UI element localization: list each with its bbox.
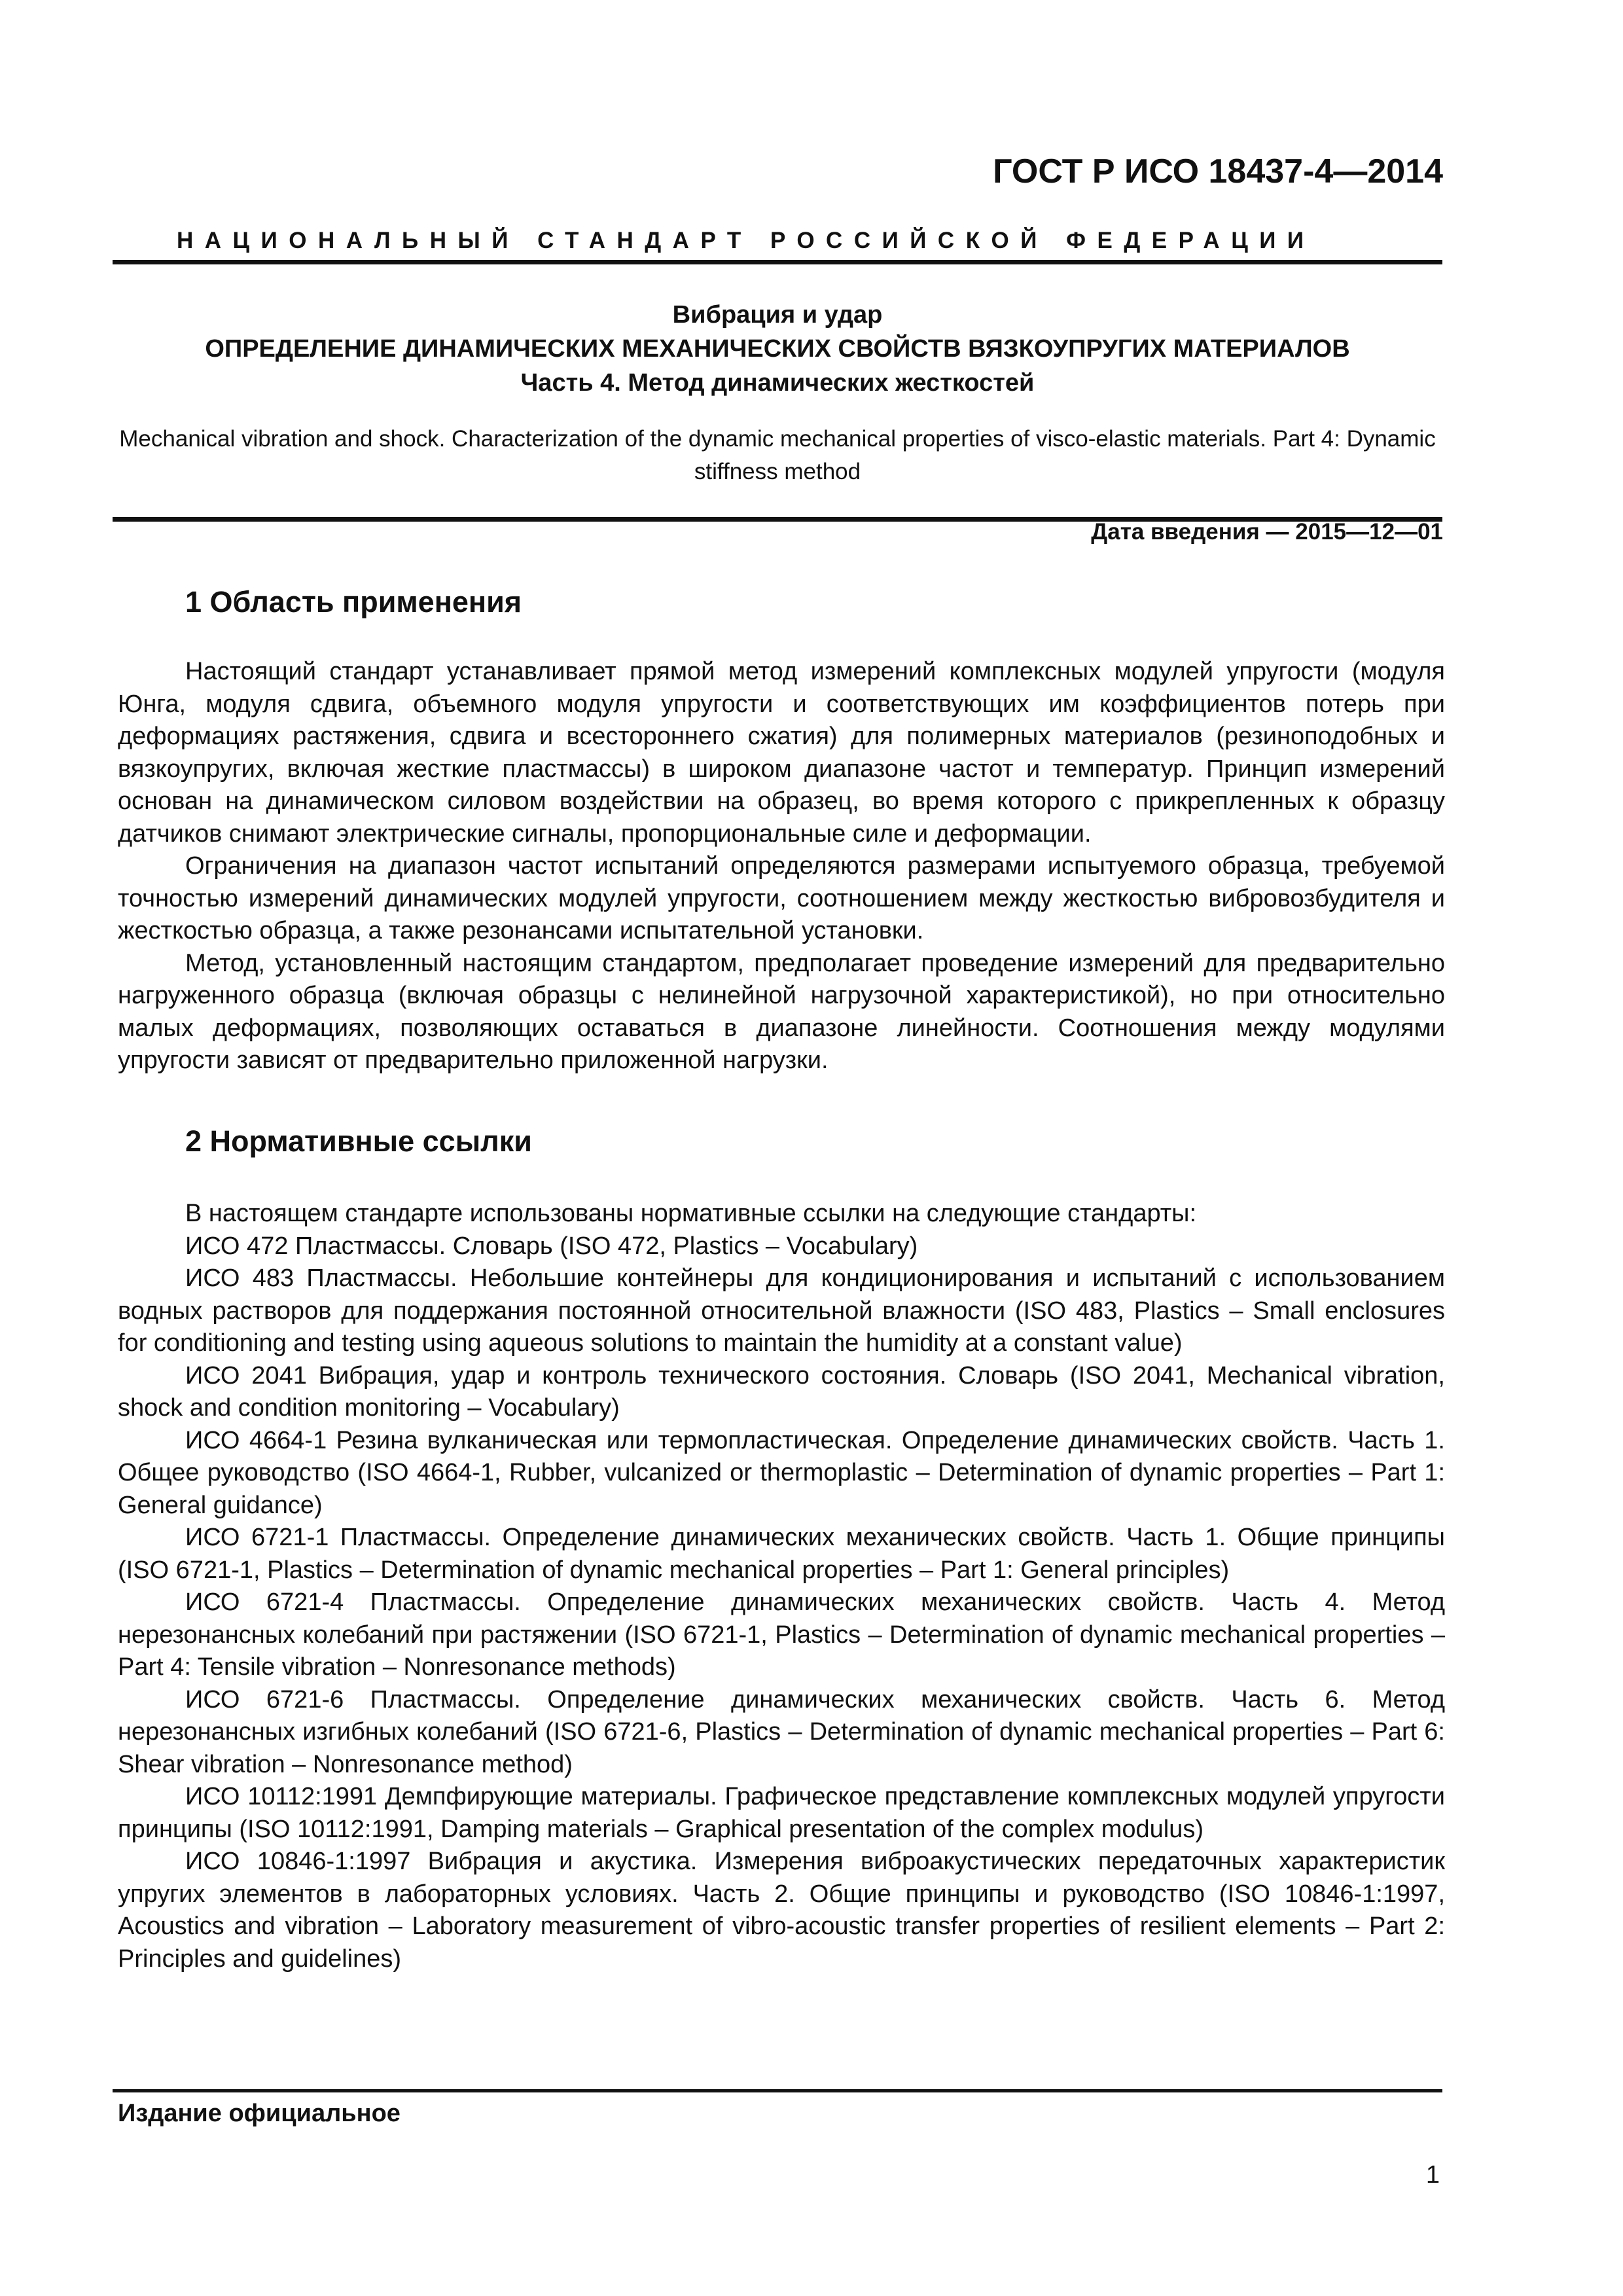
reference-item: ИСО 2041 Вибрация, удар и контроль технического состояния. Словарь (ISO 2041, Mechanical vibration, shock and condition monitoring – Vocabulary) xyxy=(118,1361,1445,1422)
section-1-heading: 1 Область применения xyxy=(185,585,522,619)
reference-item: ИСО 472 Пластмассы. Словарь (ISO 472, Plastics – Vocabulary) xyxy=(185,1232,918,1260)
paragraph: В настоящем стандарте использованы нормативные ссылки на следующие стандарты: xyxy=(185,1200,1197,1227)
title-block xyxy=(113,298,1442,400)
header-divider xyxy=(113,260,1442,264)
reference-item: ИСО 10846-1:1997 Вибрация и акустика. Измерения виброакустических передаточных характеристик упругих элементов в лабораторных условиях. Часть 2. Общие принципы и руководство (ISO 10846-1:1997, Acoustics and vibration – Laboratory measurement of vibro-acoustic transfer properties of resilient elements – Part 2: Principles and guidelines) xyxy=(118,1848,1445,1973)
reference-item: ИСО 6721-1 Пластмассы. Определение динамических механических свойств. Часть 1. Общие принципы (ISO 6721-1, Plastics – Determination of dynamic mechanical properties – Part 1: General principles) xyxy=(118,1524,1445,1584)
page-number: 1 xyxy=(1425,2161,1440,2189)
reference-item: ИСО 483 Пластмассы. Небольшие контейнеры для кондиционирования и испытаний с использованием водных растворов для поддержания постоянной относительной влажности (ISO 483, Plastics – Small enclosures for conditioning and testing using aqueous solutions to maintain the humidity at a constant value) xyxy=(118,1265,1445,1357)
paragraph: Настоящий стандарт устанавливает прямой метод измерений комплексных модулей упругости (модуля Юнга, модуля сдвига, объемного модуля упругости и соответствующих им коэффициентов потерь при деформациях растяжения, сдвига и всестороннего сжатия) для полимерных материалов (резиноподобных и вязкоупругих, включая жесткие пластмассы) в широком диапазоне частот и температур. Принцип измерений основан на динамическом силовом воздействии на образец, во время которого с прикрепленных к образцу датчиков снимают электрические сигналы, пропорциональные силе и деформации. xyxy=(118,658,1445,848)
national-standard-banner: НАЦИОНАЛЬНЫЙ СТАНДАРТ РОССИЙСКОЙ ФЕДЕРАЦИИ xyxy=(177,228,1315,253)
reference-item: ИСО 6721-6 Пластмассы. Определение динамических механических свойств. Часть 6. Метод нерезонансных изгибных колебаний (ISO 6721-6, Plastics – Determination of dynamic mechanical properties – Part 6: Shear vibration – Nonresonance method) xyxy=(118,1685,1445,1778)
reference-item: ИСО 10112:1991 Демпфирующие материалы. Графическое представление комплексных модулей упругости принципы (ISO 10112:1991, Damping materials – Graphical presentation of the complex modulus) xyxy=(118,1783,1445,1843)
introduction-date: Дата введения — 2015—12—01 xyxy=(1091,519,1443,545)
title-line-2: ОПРЕДЕЛЕНИЕ ДИНАМИЧЕСКИХ МЕХАНИЧЕСКИХ СВОЙСТВ ВЯЗКОУПРУГИХ МАТЕРИАЛОВ xyxy=(205,335,1350,363)
title-line-3: Часть 4. Метод динамических жесткостей xyxy=(520,369,1035,397)
document-code: ГОСТ Р ИСО 18437-4—2014 xyxy=(993,152,1443,190)
paragraph: Метод, установленный настоящим стандартом, предполагает проведение измерений для предварительно нагруженного образца (включая образцы с нелинейной нагрузочной характеристикой), но при относительно малых деформациях, позволяющих оставаться в диапазоне линейности. Соотношения между модулями упругости зависят от предварительно приложенной нагрузки. xyxy=(118,949,1445,1074)
footer-divider xyxy=(113,2089,1442,2092)
section-2-heading: 2 Нормативные ссылки xyxy=(185,1124,532,1158)
reference-item: ИСО 6721-4 Пластмассы. Определение динамических механических свойств. Часть 4. Метод нерезонансных колебаний при растяжении (ISO 6721-1, Plastics – Determination of dynamic mechanical properties – Part 4: Tensile vibration – Nonresonance methods) xyxy=(118,1588,1445,1681)
section-1-body xyxy=(118,656,1445,1077)
title-line-1: Вибрация и удар xyxy=(672,301,883,329)
section-2-body xyxy=(118,1198,1445,1975)
english-title: Mechanical vibration and shock. Characterization of the dynamic mechanical properties of visco-elastic materials. Part 4: Dynamic stiffness method xyxy=(119,426,1436,484)
reference-item: ИСО 4664-1 Резина вулканическая или термопластическая. Определение динамических свойств. Часть 1. Общее руководство (ISO 4664-1, Rubber, vulcanized or thermoplastic – Determination of dynamic properties – Part 1: General guidance) xyxy=(118,1426,1445,1519)
paragraph: Ограничения на диапазон частот испытаний определяются размерами испытуемого образца, требуемой точностью измерений динамических модулей упругости, соотношением между жесткостью вибровозбудителя и жесткостью образца, а также резонансами испытательной установки. xyxy=(118,852,1445,944)
edition-label: Издание официальное xyxy=(118,2100,401,2127)
